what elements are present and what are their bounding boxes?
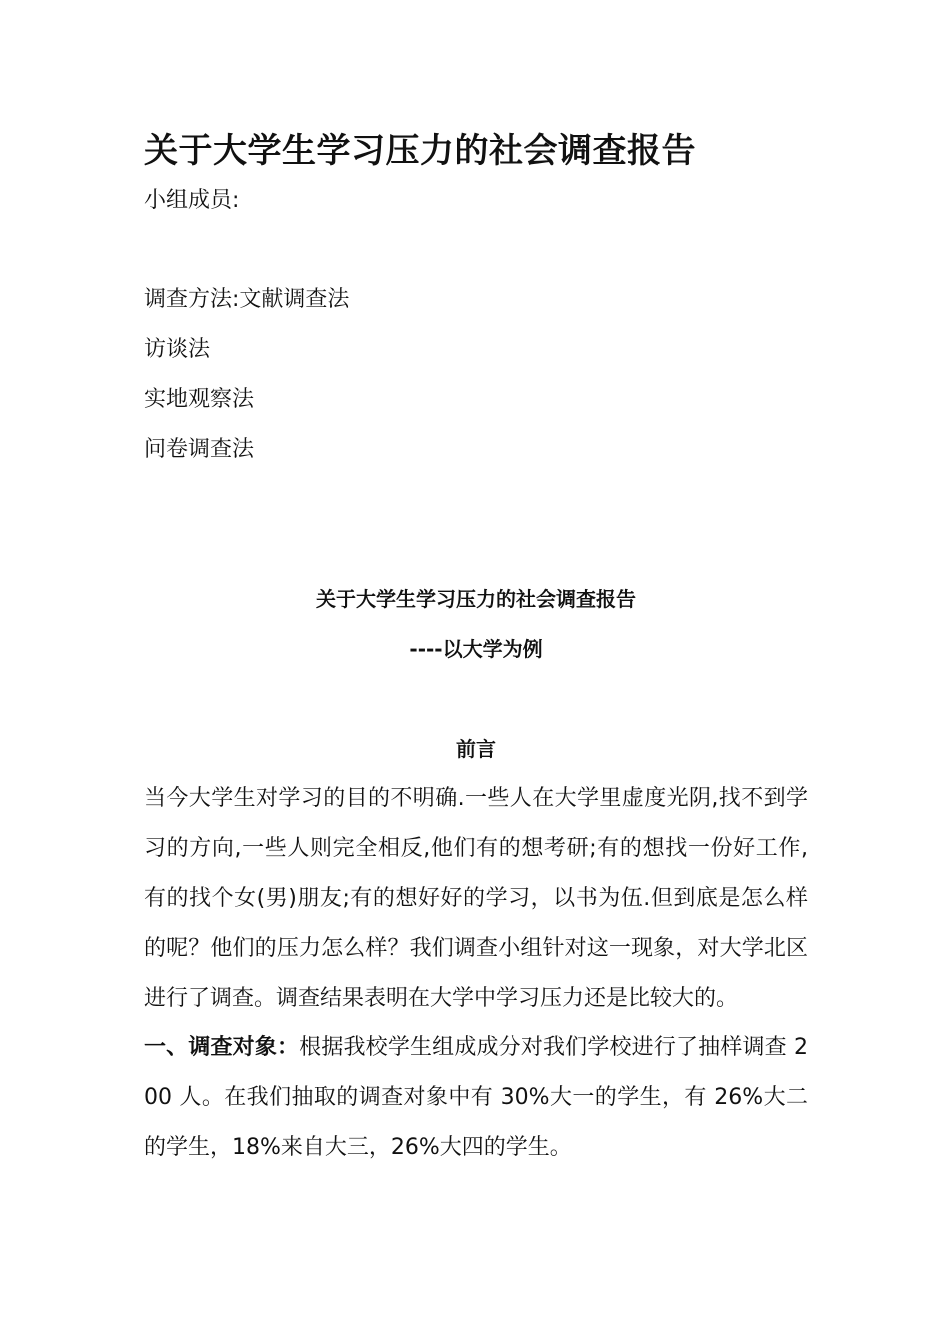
group-members-label: 小组成员: (144, 188, 240, 213)
method-line-3: 实地观察法 (144, 387, 255, 412)
method-line-1: 调查方法:文献调查法 (144, 287, 350, 312)
document-title: 关于大学生学习压力的社会调查报告 (144, 131, 696, 171)
method-line-2: 访谈法 (144, 337, 211, 362)
section-1-heading: 一、调查对象： (144, 1035, 300, 1060)
preface-heading: 前言 (456, 737, 496, 761)
section-1-paragraph (144, 1023, 808, 1173)
method-line-4: 问卷调查法 (144, 437, 255, 462)
section-1-text: 根据我校学生组成成分对我们学校进行了抽样调查 200 人。在我们抽取的调查对象中有 30%大一的学生，有 26%大二的学生，18%来自大三，26%大四的学生。 (144, 1035, 808, 1160)
report-title: 关于大学生学习压力的社会调查报告 (316, 587, 636, 611)
preface-paragraph: 当今大学生对学习的目的不明确.一些人在大学里虚度光阴,找不到学习的方向,一些人则完全相反,他们有的想考研;有的想找一份好工作,有的找个女(男)朋友;有的想好好的学习，以书为伍.但到底是怎么样的呢？他们的压力怎么样？我们调查小组针对这一现象，对大学北区进行了调查。调查结果表明在大学中学习压力还是比较大的。 (144, 786, 808, 1011)
report-subtitle: ----以大学为例 (409, 637, 543, 661)
